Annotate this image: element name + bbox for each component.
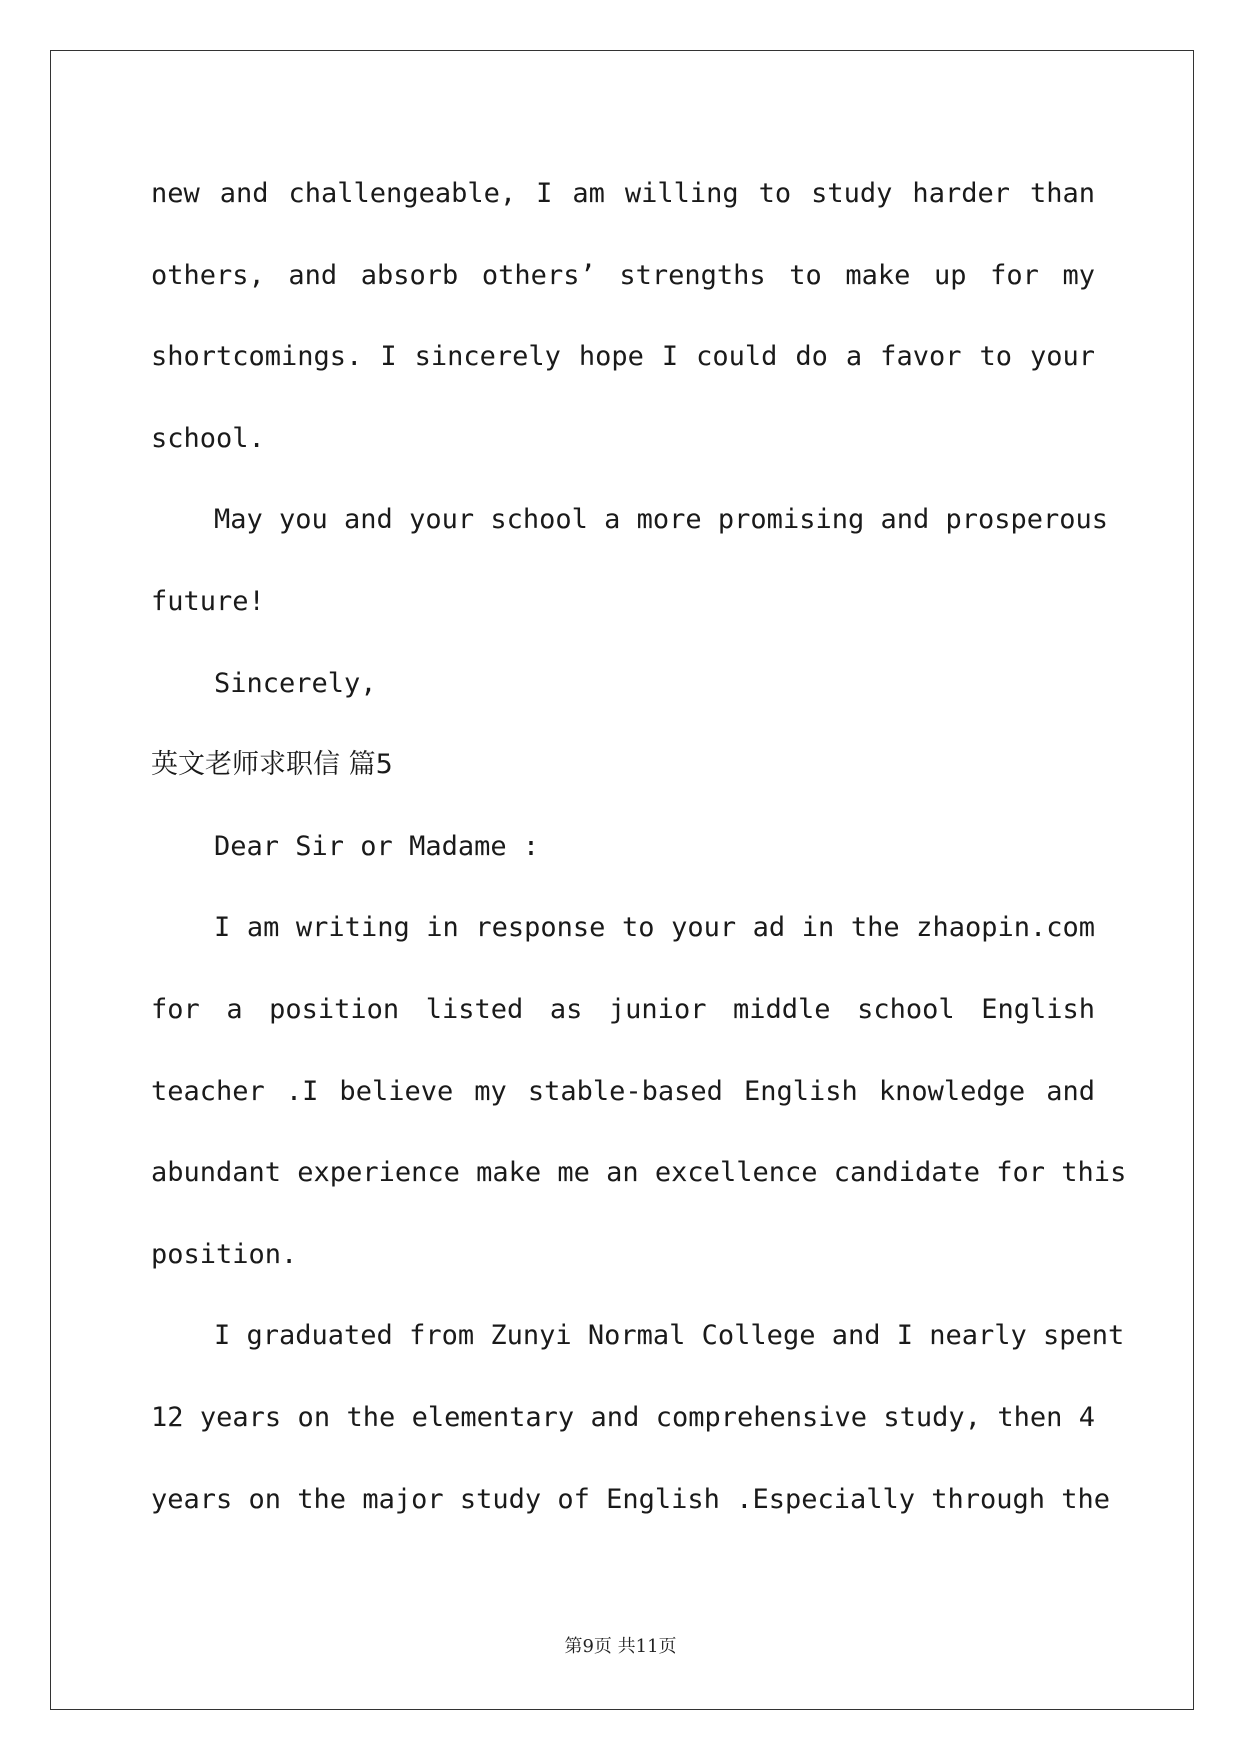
- text-line: for a position listed as junior middle school English: [151, 993, 1095, 1025]
- page-number-footer: 第9页 共11页: [564, 1636, 677, 1657]
- text-line: abundant experience make me an excellence candidate for this: [151, 1157, 1127, 1189]
- text-line: I graduated from Zunyi Normal College and I nearly spent: [214, 1320, 1125, 1352]
- salutation-line: Dear Sir or Madame :: [214, 830, 540, 862]
- text-line: school.: [151, 422, 265, 454]
- text-line: future!: [151, 585, 265, 617]
- text-line: shortcomings. I sincerely hope I could do a favor to your: [151, 341, 1095, 373]
- text-line: I am writing in response to your ad in the zhaopin.com: [214, 912, 1095, 944]
- text-line: others, and absorb others’ strengths to make up for my: [151, 259, 1095, 291]
- text-line: position.: [151, 1238, 298, 1270]
- section-heading: 英文老师求职信 篇5: [151, 749, 393, 781]
- text-line: teacher .I believe my stable-based English knowledge and: [151, 1075, 1095, 1107]
- document-body: [151, 164, 1127, 1551]
- text-line: May you and your school a more promising and prosperous: [214, 504, 1109, 536]
- text-line: new and challengeable, I am willing to study harder than: [151, 178, 1095, 209]
- closing-line: Sincerely,: [214, 667, 377, 699]
- text-line: years on the major study of English .Especially through the: [151, 1483, 1111, 1515]
- text-line: 12 years on the elementary and comprehensive study, then 4: [151, 1401, 1095, 1433]
